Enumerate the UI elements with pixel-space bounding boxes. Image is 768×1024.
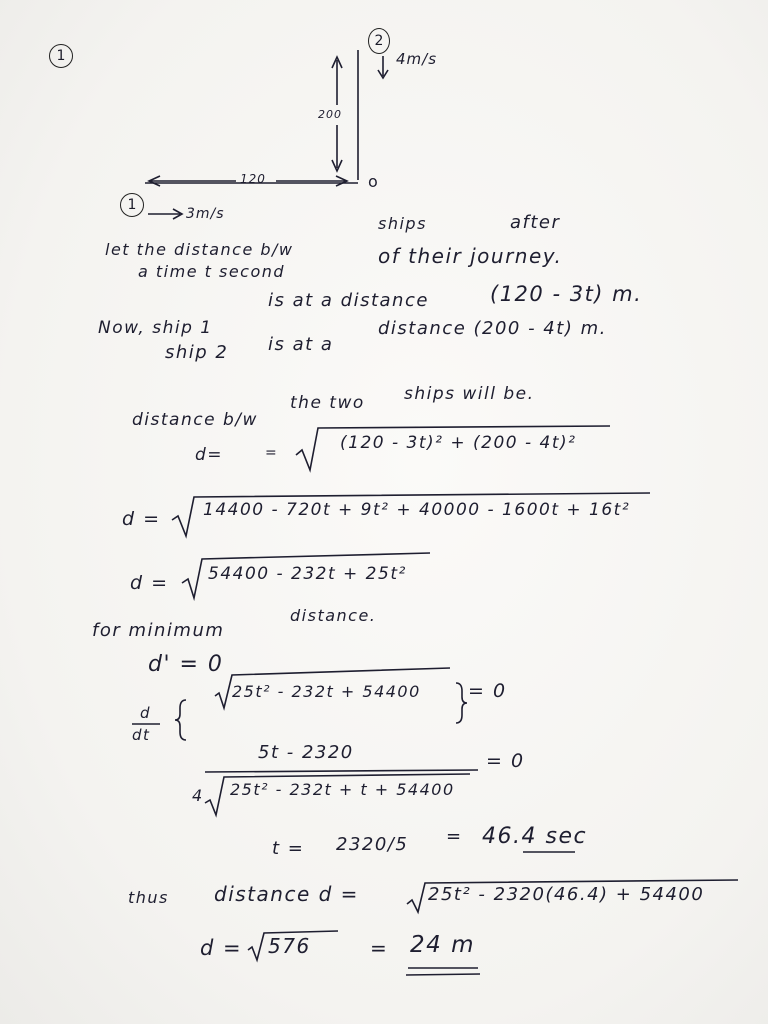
t-result: 46.4 sec [482, 824, 588, 849]
derivative-fraction-bar [205, 770, 478, 772]
final-lhs: d = [200, 936, 243, 960]
line5-start: distance b/w [132, 410, 258, 430]
eq3-lhs: d = [130, 572, 169, 594]
line5-mid: the two [290, 393, 365, 413]
question-number: 1 [56, 48, 66, 64]
eq1-lhs: d= [195, 445, 224, 465]
ship1-label: 1 [127, 197, 137, 213]
thus-label: thus [128, 888, 169, 907]
vertical-distance-label: 200 [318, 108, 342, 121]
ddt-numerator: d [140, 704, 152, 722]
eq1-rhs: (120 - 3t)² + (200 - 4t)² [340, 433, 577, 453]
distance-expression: 25t² - 2320(46.4) + 54400 [428, 884, 705, 905]
min-text: for minimum [92, 620, 225, 641]
ship2-label-circle [368, 28, 390, 54]
line1-ships: ships [378, 214, 427, 233]
eq2-lhs: d = [122, 508, 161, 530]
line2-start: a time t second [138, 262, 286, 281]
line1-after: after [510, 212, 561, 233]
ship1-label-circle [120, 193, 144, 217]
final-root-value: 576 [268, 934, 311, 958]
fraction-rhs: = 0 [486, 750, 525, 772]
answer-underline-2 [406, 974, 480, 975]
fraction-numerator: 5t - 2320 [258, 742, 354, 763]
fraction-denominator-prefix: 4 [192, 786, 204, 805]
line2-end: of their journey. [378, 244, 563, 268]
line4-mid: is at a [268, 334, 334, 355]
ddt-denominator: dt [132, 726, 151, 744]
line4-end: distance (200 - 4t) m. [378, 318, 607, 339]
eq1-equals: = [265, 445, 279, 461]
line3-end: (120 - 3t) m. [490, 282, 643, 306]
final-equals: = [370, 936, 389, 960]
right-brace [456, 683, 467, 723]
final-answer: 24 m [410, 932, 475, 958]
left-brace [175, 700, 186, 740]
horizontal-distance-label: 120 [240, 172, 266, 186]
ship2-label: 2 [374, 33, 384, 49]
eq2-rhs: 14400 - 720t + 9t² + 40000 - 1600t + 16t² [203, 500, 631, 520]
fraction-denominator: 25t² - 232t + t + 54400 [230, 780, 455, 799]
line3-start: Now, ship 1 [98, 318, 213, 338]
question-number-circle [49, 44, 73, 68]
t-value: 2320/5 [336, 834, 409, 855]
line3-mid: is at a distance [268, 290, 429, 311]
ship2-speed: 4m/s [396, 50, 438, 68]
min-text-distance: distance. [290, 606, 377, 625]
ddt-rhs: = 0 [468, 680, 507, 702]
t-lhs: t = [272, 838, 305, 859]
t-equals: = [446, 826, 463, 847]
origin-label: o [368, 172, 380, 191]
line4-start: ship 2 [165, 342, 229, 363]
ddt-expression: 25t² - 232t + 54400 [232, 682, 421, 701]
ship1-speed: 3m/s [186, 206, 225, 222]
distance-label: distance d = [214, 882, 359, 906]
eq3-rhs: 54400 - 232t + 25t² [208, 564, 407, 584]
line1-start: let the distance b/w [105, 240, 294, 259]
derivative-zero: d' = 0 [148, 652, 224, 677]
line5-end: ships will be. [404, 384, 535, 404]
